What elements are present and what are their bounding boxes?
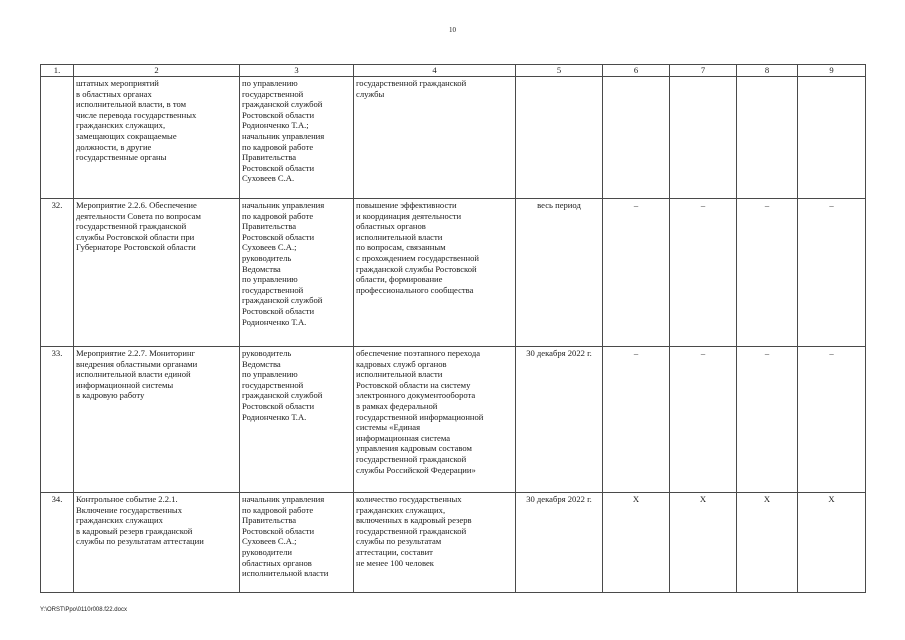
header-cell: 3 bbox=[240, 65, 354, 77]
table-row bbox=[41, 77, 866, 199]
value-cell bbox=[670, 77, 737, 199]
header-cell: 5 bbox=[516, 65, 603, 77]
value-cell: X bbox=[798, 493, 866, 593]
value-cell bbox=[603, 77, 670, 199]
responsible-cell: начальник управления по кадровой работе Правительства Ростовской области Суховеев С.А.; руководитель Ведомства по управлению государственной гражданской службой Ростовской области Родионченко Т.А. bbox=[240, 199, 354, 347]
header-cell: 4 bbox=[354, 65, 516, 77]
value-cell: – bbox=[670, 199, 737, 347]
value-cell: – bbox=[603, 347, 670, 493]
result-cell: государственной гражданской службы bbox=[354, 77, 516, 199]
value-cell: – bbox=[737, 347, 798, 493]
value-cell bbox=[737, 77, 798, 199]
value-cell: X bbox=[603, 493, 670, 593]
table-row bbox=[41, 493, 866, 593]
responsible-cell: по управлению государственной гражданской службой Ростовской области Родионченко Т.А.; начальник управления по кадровой работе Правительства Ростовской области Суховеев С.А. bbox=[240, 77, 354, 199]
header-cell: 9 bbox=[798, 65, 866, 77]
responsible-cell: руководитель Ведомства по управлению государственной гражданской службой Ростовской области Родионченко Т.А. bbox=[240, 347, 354, 493]
result-cell: обеспечение поэтапного перехода кадровых служб органов исполнительной власти Ростовской области на систему электронного документооборота в рамках федеральной государственной информационной системы «Единая информационная система управления кадровым составом государственной гражданской службы Российской Федерации» bbox=[354, 347, 516, 493]
file-path-footer: Y:\ORST\Ppo\0110r008.f22.docx bbox=[40, 607, 127, 613]
header-cell: 7 bbox=[670, 65, 737, 77]
event-cell: Контрольное событие 2.2.1. Включение государственных гражданских служащих в кадровый резерв гражданской службы по результатам аттестации bbox=[74, 493, 240, 593]
table-row bbox=[41, 199, 866, 347]
event-cell: Мероприятие 2.2.7. Мониторинг внедрения областными органами исполнительной власти единой информационной системы в кадровую работу bbox=[74, 347, 240, 493]
result-cell: повышение эффективности и координация деятельности областных органов исполнительной власти по вопросам, связанным с прохождением государственной гражданской службы Ростовской области, формирование профессионального сообщества bbox=[354, 199, 516, 347]
event-cell: штатных мероприятий в областных органах исполнительной власти, в том числе перевода государственных гражданских служащих, замещающих сокращаемые должности, в другие государственные органы bbox=[74, 77, 240, 199]
value-cell: – bbox=[670, 347, 737, 493]
table-header-row bbox=[41, 65, 866, 77]
term-cell: весь период bbox=[516, 199, 603, 347]
header-cell: 2 bbox=[74, 65, 240, 77]
result-cell: количество государственных гражданских служащих, включенных в кадровый резерв государственной гражданской службы по результатам аттестации, составит не менее 100 человек bbox=[354, 493, 516, 593]
value-cell: – bbox=[798, 199, 866, 347]
header-cell: 8 bbox=[737, 65, 798, 77]
page-number: 10 bbox=[449, 26, 456, 34]
responsible-cell: начальник управления по кадровой работе Правительства Ростовской области Суховеев С.А.; руководители областных органов исполнительной власти bbox=[240, 493, 354, 593]
header-cell: 6 bbox=[603, 65, 670, 77]
term-cell: 30 декабря 2022 г. bbox=[516, 347, 603, 493]
term-cell bbox=[516, 77, 603, 199]
value-cell: X bbox=[737, 493, 798, 593]
value-cell: – bbox=[737, 199, 798, 347]
value-cell bbox=[798, 77, 866, 199]
measures-table bbox=[40, 64, 866, 593]
event-cell: Мероприятие 2.2.6. Обеспечение деятельности Совета по вопросам государственной гражданской службы Ростовской области при Губернаторе Ростовской области bbox=[74, 199, 240, 347]
value-cell: X bbox=[670, 493, 737, 593]
row-number bbox=[41, 77, 74, 199]
row-number: 32. bbox=[41, 199, 74, 347]
value-cell: – bbox=[603, 199, 670, 347]
value-cell: – bbox=[798, 347, 866, 493]
row-number: 34. bbox=[41, 493, 74, 593]
term-cell: 30 декабря 2022 г. bbox=[516, 493, 603, 593]
row-number: 33. bbox=[41, 347, 74, 493]
table-row bbox=[41, 347, 866, 493]
header-cell: 1. bbox=[41, 65, 74, 77]
